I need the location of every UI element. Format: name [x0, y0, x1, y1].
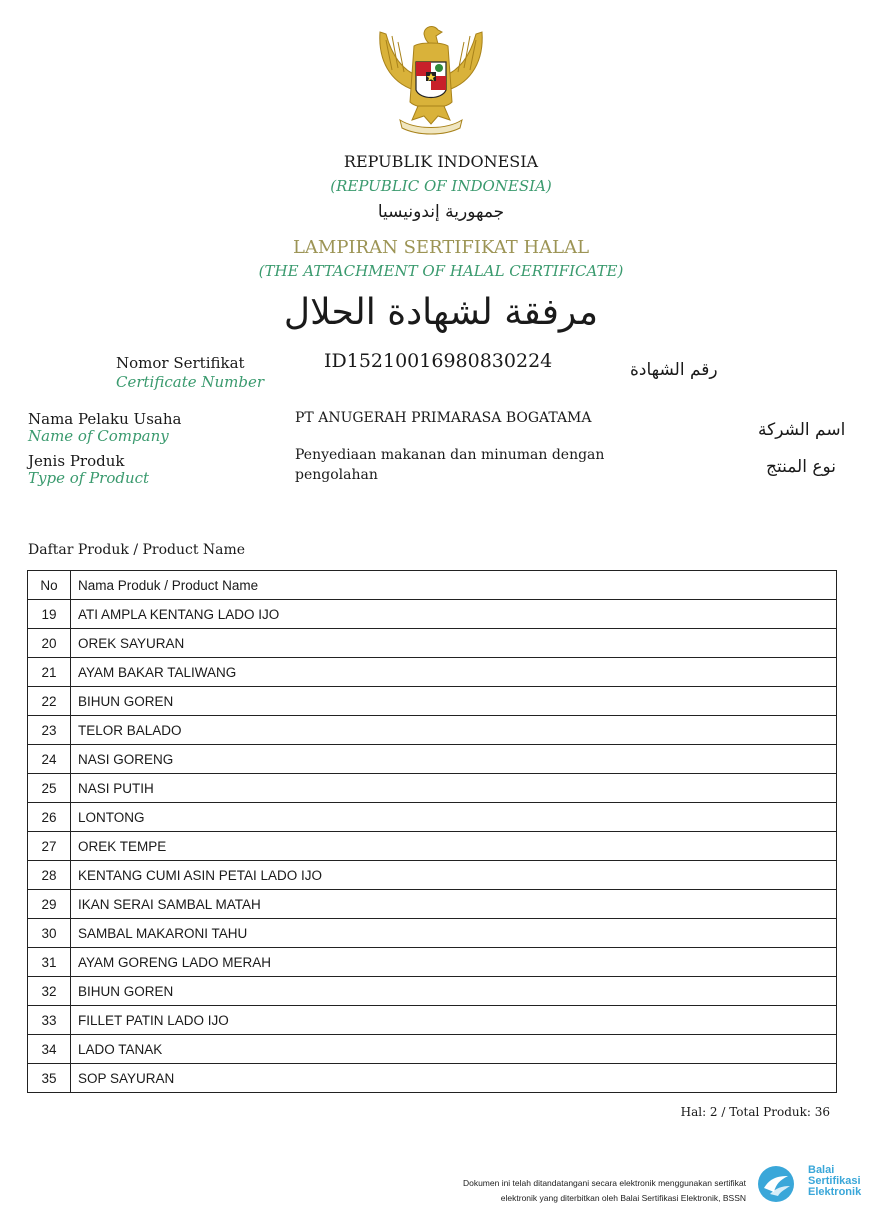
product-type-label-ar: نوع المنتج [766, 457, 837, 477]
product-number: 28 [28, 861, 71, 890]
product-type-label: Jenis Produk [28, 452, 125, 470]
product-number: 24 [28, 745, 71, 774]
certificate-number-label-en: Certificate Number [116, 373, 265, 391]
table-row [28, 803, 837, 832]
product-number: 29 [28, 890, 71, 919]
product-number: 34 [28, 1035, 71, 1064]
product-name: AYAM BAKAR TALIWANG [71, 658, 837, 687]
bsre-logo-line3: Elektronik [808, 1186, 862, 1198]
product-number: 20 [28, 629, 71, 658]
column-header-no: No [28, 571, 71, 600]
product-number: 25 [28, 774, 71, 803]
product-name: ATI AMPLA KENTANG LADO IJO [71, 600, 837, 629]
product-name: IKAN SERAI SAMBAL MATAH [71, 890, 837, 919]
table-row [28, 629, 837, 658]
table-row [28, 687, 837, 716]
product-number: 31 [28, 948, 71, 977]
country-name-en: (REPUBLIC OF INDONESIA) [330, 177, 552, 195]
product-number: 22 [28, 687, 71, 716]
table-row [28, 745, 837, 774]
document-title: LAMPIRAN SERTIFIKAT HALAL [292, 237, 590, 258]
product-name: LADO TANAK [71, 1035, 837, 1064]
certificate-number-label-ar: رقم الشهادة [630, 360, 718, 380]
product-type-value-line1: Penyediaan makanan dan minuman dengan [295, 447, 605, 463]
certificate-number-value: ID15210016980830224 [324, 350, 553, 372]
garuda-emblem [372, 20, 490, 138]
table-row [28, 861, 837, 890]
product-name: TELOR BALADO [71, 716, 837, 745]
table-row [28, 919, 837, 948]
product-name: KENTANG CUMI ASIN PETAI LADO IJO [71, 861, 837, 890]
country-name: REPUBLIK INDONESIA [343, 152, 539, 171]
signature-notice [463, 1176, 746, 1206]
table-row [28, 600, 837, 629]
table-row [28, 977, 837, 1006]
bsre-logo-line1: Balai [808, 1164, 835, 1176]
product-name: NASI GORENG [71, 745, 837, 774]
product-name: SOP SAYURAN [71, 1064, 837, 1093]
product-type-value-line2: pengolahan [295, 467, 378, 483]
product-name: OREK SAYURAN [71, 629, 837, 658]
table-row [28, 890, 837, 919]
pagination-info: Hal: 2 / Total Produk: 36 [680, 1105, 830, 1119]
table-row [28, 658, 837, 687]
product-name: OREK TEMPE [71, 832, 837, 861]
table-row [28, 774, 837, 803]
table-row [28, 832, 837, 861]
product-name: BIHUN GOREN [71, 977, 837, 1006]
document-title-ar: مرفقة لشهادة الحلال [283, 292, 599, 333]
company-label-ar: اسم الشركة [758, 420, 846, 440]
signature-notice-line2: elektronik yang diterbitkan oleh Balai Sertifikasi Elektronik, BSSN [500, 1193, 746, 1203]
product-number: 19 [28, 600, 71, 629]
product-number: 21 [28, 658, 71, 687]
product-name: SAMBAL MAKARONI TAHU [71, 919, 837, 948]
country-name-ar: جمهورية إندونيسيا [377, 202, 505, 222]
product-name: LONTONG [71, 803, 837, 832]
table-row [28, 716, 837, 745]
product-number: 35 [28, 1064, 71, 1093]
bsre-logo-line2: Sertifikasi [808, 1175, 861, 1187]
product-table-body [28, 600, 837, 1093]
product-number: 32 [28, 977, 71, 1006]
table-row [28, 1006, 837, 1035]
column-header-name: Nama Produk / Product Name [71, 571, 837, 600]
product-type-label-en: Type of Product [28, 469, 150, 487]
table-header-row [28, 571, 837, 600]
document-title-en: (THE ATTACHMENT OF HALAL CERTIFICATE) [258, 262, 624, 280]
product-list-heading: Daftar Produk / Product Name [28, 542, 246, 558]
company-value: PT ANUGERAH PRIMARASA BOGATAMA [295, 410, 592, 426]
product-name: BIHUN GOREN [71, 687, 837, 716]
table-row [28, 948, 837, 977]
bsre-logo-text [808, 1165, 861, 1198]
product-number: 26 [28, 803, 71, 832]
signature-notice-line1: Dokumen ini telah ditandatangani secara elektronik menggunakan sertifikat [462, 1178, 746, 1188]
table-row [28, 1064, 837, 1093]
company-label: Nama Pelaku Usaha [28, 410, 182, 428]
product-table [27, 570, 837, 1093]
product-name: NASI PUTIH [71, 774, 837, 803]
product-number: 27 [28, 832, 71, 861]
table-row [28, 1035, 837, 1064]
product-number: 30 [28, 919, 71, 948]
product-name: FILLET PATIN LADO IJO [71, 1006, 837, 1035]
certificate-number-label: Nomor Sertifikat [116, 354, 245, 372]
product-name: AYAM GORENG LADO MERAH [71, 948, 837, 977]
product-number: 33 [28, 1006, 71, 1035]
bsre-logo-icon [756, 1164, 796, 1204]
company-label-en: Name of Company [28, 427, 169, 445]
product-number: 23 [28, 716, 71, 745]
